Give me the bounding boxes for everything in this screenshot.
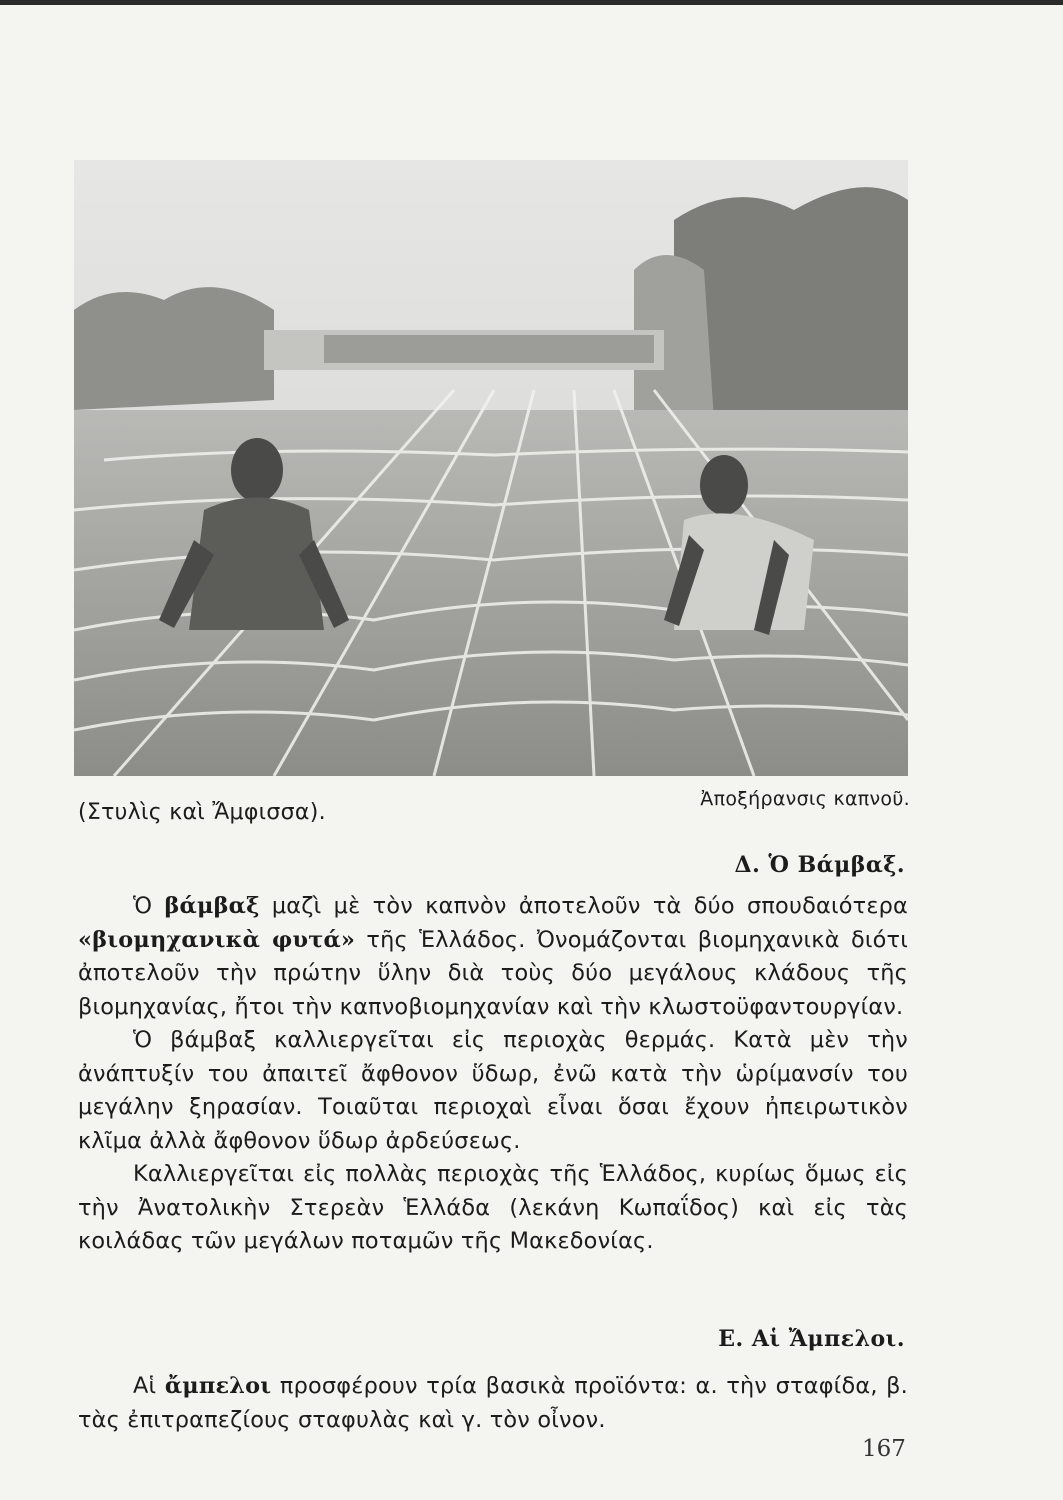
photo-location-caption: (Στυλὶς καὶ Ἄμφισσα).	[78, 800, 326, 825]
cotton-section-body	[78, 890, 908, 1259]
paragraph: Καλλιεργεῖται εἰς πολλὰς περιοχὰς τῆς Ἑλλάδος, κυρίως ὅμως εἰς τὴν Ἀνατολικὴν Στερεὰν Ἑλλάδα (λεκάνη Κωπαΐδος) καὶ εἰς τὰς κοιλάδας τῶν μεγάλων ποταμῶν τῆς Μακεδονίας.	[78, 1161, 908, 1254]
paragraph	[78, 890, 908, 1024]
paragraph	[78, 1370, 908, 1437]
text-span: Αἱ	[133, 1373, 157, 1399]
photo-caption: Ἀποξήρανσις καπνοῦ.	[700, 788, 910, 810]
text-span: τῆς Ἑλλάδος. Ὀνομάζονται βιομηχανικὰ διότι ἀποτελοῦν τὴν πρώτην ὕλην διὰ τοὺς δύο μεγάλους κλάδους τῆς βιομηχανίας, ἤτοι τὴν καπνοβιομηχανίαν καὶ τὴν κλωστοϋφαντουργίαν.	[78, 926, 908, 1020]
paragraph: Ὁ βάμβαξ καλλιεργεῖται εἰς περιοχὰς θερμάς. Κατὰ μὲν τὴν ἀνάπτυξίν του ἀπαιτεῖ ἄφθονον ὕδωρ, ἐνῶ κατὰ τὴν ὡρίμανσίν του μεγάλην ξηρασίαν. Τοιαῦται περιοχαὶ εἶναι ὅσαι ἔχουν ἠπειρωτικὸν κλῖμα ἀλλὰ ἄφθονον ὕδωρ ἀρδεύσεως.	[78, 1027, 908, 1154]
section-heading-cotton: Δ. Ὁ Βάμβαξ.	[734, 852, 905, 878]
bold-term: «βιομηχανικὰ φυτά»	[78, 926, 356, 953]
text-span: Ὁ	[133, 893, 153, 919]
section-heading-vines: Ε. Αἱ Ἄμπελοι.	[718, 1326, 905, 1352]
page-number: 167	[862, 1436, 906, 1462]
text-span: μαζὶ μὲ τὸν καπνὸν ἀποτελοῦν τὰ δύο σπουδαιότερα	[259, 893, 908, 919]
bold-term: βάμβαξ	[164, 893, 260, 919]
text-span: προσφέρουν τρία βασικὰ προϊόντα: α. τὴν σταφίδα, β. τὰς ἐπιτραπεζίους σταφυλὰς καὶ γ. τὸν οἶνον.	[78, 1373, 908, 1433]
tobacco-drying-photo	[74, 160, 908, 776]
vines-section-body	[78, 1370, 908, 1437]
bold-term: ἄμπελοι	[164, 1373, 272, 1399]
page-top-edge	[0, 0, 1063, 5]
